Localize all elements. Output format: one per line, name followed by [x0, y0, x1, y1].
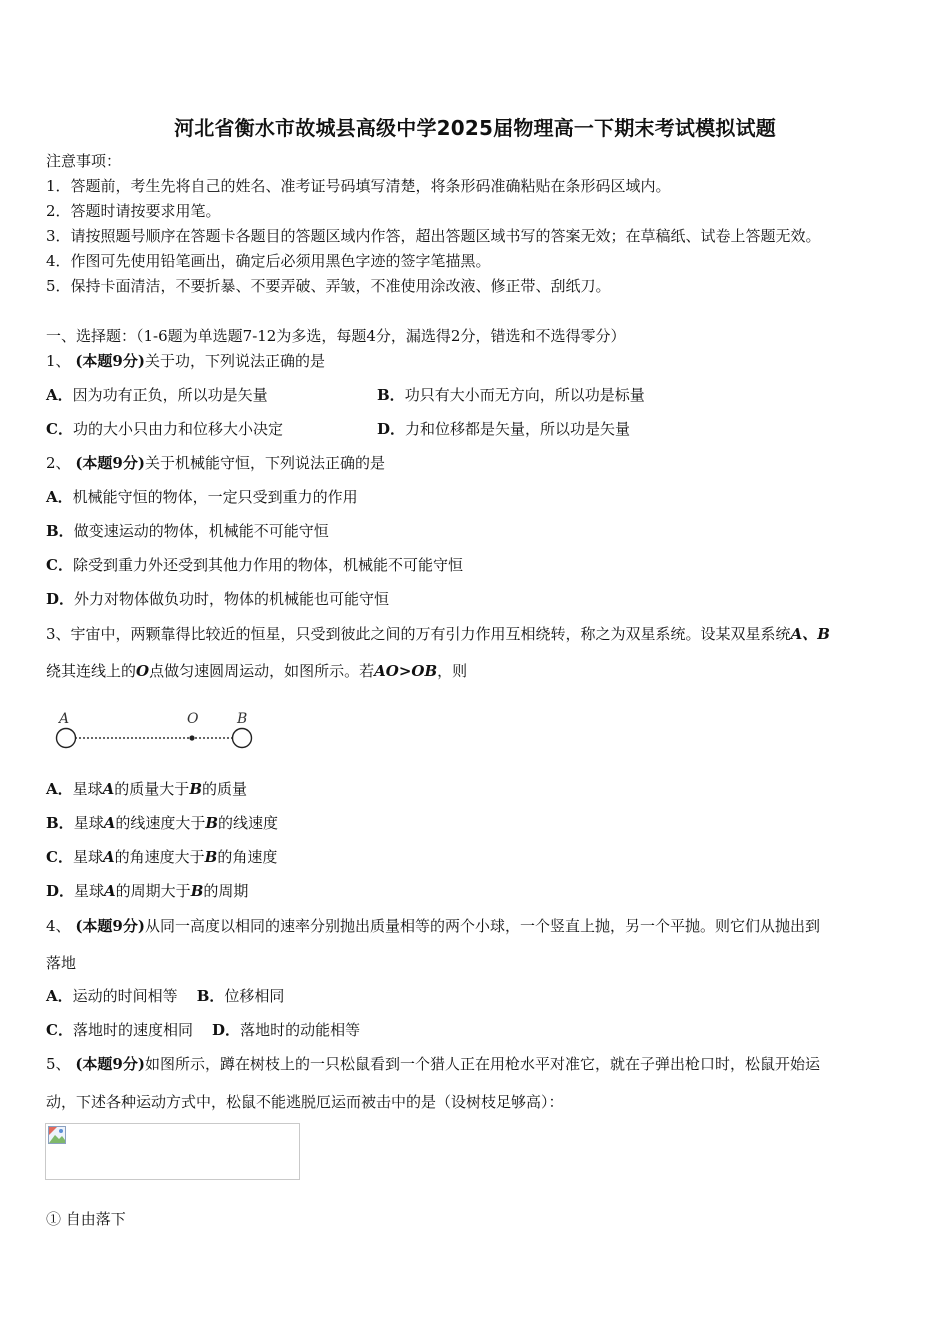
star-symbol: A — [102, 848, 115, 866]
question-text: 关于功，下列说法正确的是 — [144, 352, 325, 370]
option-label: B． — [46, 814, 74, 832]
question-text: 如图所示，蹲在树枝上的一只松鼠看到一个猎人正在用枪水平对准它，就在子弹出枪口时，松鼠开始运 — [144, 1055, 820, 1073]
notice-item-3: 3．请按照题号顺序在答题卡各题目的答题区域内作答，超出答题区域书写的答案无效；在草稿纸、试卷上答题无效。 — [46, 227, 821, 245]
star-symbol: B — [205, 814, 219, 832]
notice-item-2: 2．答题时请按要求用笔。 — [46, 202, 221, 220]
question-tag: (本题9分) — [75, 454, 145, 472]
question-3-stem-line-1 — [46, 624, 830, 644]
option-text: 星球 — [72, 848, 103, 866]
q1-option-a — [46, 385, 268, 405]
q3-option-b — [46, 813, 278, 833]
option-label: B． — [46, 522, 74, 540]
star-a — [57, 729, 76, 748]
option-text: 的角速度大于 — [114, 848, 205, 866]
q3-option-d — [46, 881, 248, 901]
notice-item-4: 4．作图可先使用铅笔画出，确定后必须用黑色字迹的签字笔描黑。 — [46, 252, 491, 270]
question-tag: (本题9分) — [75, 352, 145, 370]
option-text: 的质量 — [202, 780, 248, 798]
star-symbol: A — [104, 882, 116, 900]
question-text: 关于机械能守恒，下列说法正确的是 — [144, 454, 385, 472]
option-label: D． — [46, 882, 75, 900]
condition: AO>OB — [374, 662, 438, 680]
question-number: 2、 — [46, 454, 71, 472]
question-3-stem-line-2 — [46, 661, 467, 681]
option-label: C． — [46, 420, 73, 438]
label-a: A — [59, 711, 70, 727]
option-label: A． — [46, 780, 73, 798]
label-o: O — [187, 711, 199, 727]
binary-star-diagram — [50, 706, 265, 754]
question-number: 5、 — [46, 1055, 71, 1073]
point-o: O — [136, 662, 150, 680]
missing-figure-placeholder — [45, 1123, 300, 1180]
option-text: 落地时的速度相同 — [72, 1021, 193, 1039]
q4-options-cd — [46, 1020, 360, 1040]
option-text: 星球 — [72, 780, 103, 798]
notice-item-1: 1．答题前，考生先将自己的姓名、准考证号码填写清楚，将条形码准确粘贴在条形码区域内。 — [46, 177, 671, 195]
option-label: A． — [46, 488, 73, 506]
option-text: 除受到重力外还受到其他力作用的物体，机械能不可能守恒 — [72, 556, 463, 574]
option-text: 的周期大于 — [115, 882, 191, 900]
question-text: ，则 — [437, 662, 468, 680]
question-number: 1、 — [46, 352, 71, 370]
option-label: C． — [46, 556, 73, 574]
star-symbol: A — [102, 780, 115, 798]
question-5-stem-line-2: 动，下述各种运动方式中，松鼠不能逃脱厄运而被击中的是（设树枝足够高）： — [46, 1093, 564, 1111]
q1-option-d — [377, 419, 630, 439]
option-label: A． — [46, 987, 73, 1005]
question-2-stem — [46, 453, 385, 473]
option-text: 功只有大小而无方向，所以功是标量 — [404, 386, 645, 404]
option-text: 星球 — [73, 814, 104, 832]
question-tag: (本题9分) — [75, 917, 145, 935]
option-text: 力和位移都是矢量，所以功是矢量 — [405, 420, 631, 438]
option-text: 因为功有正负，所以功是矢量 — [72, 386, 268, 404]
question-4-stem-line-1 — [46, 916, 820, 936]
q1-option-b — [377, 385, 645, 405]
section-heading: 一、选择题：（1-6题为单选题7-12为多选，每题4分，漏选得2分，错选和不选得零分） — [46, 327, 626, 345]
star-symbol: A — [103, 814, 116, 832]
option-label: B． — [377, 386, 405, 404]
option-text: 星球 — [74, 882, 105, 900]
question-1-stem — [46, 351, 325, 371]
question-tag: (本题9分) — [75, 1055, 145, 1073]
question-text: 从同一高度以相同的速率分别抛出质量相等的两个小球，一个竖直上抛，另一个平抛。则它们从抛出到 — [144, 917, 820, 935]
option-text: 的线速度大于 — [115, 814, 206, 832]
question-4-stem-line-2: 落地 — [46, 954, 77, 972]
notice-item-5: 5．保持卡面清洁，不要折暴、不要弄破、弄皱，不准使用涂改液、修正带、刮纸刀。 — [46, 277, 611, 295]
question-text: 点做匀速圆周运动，如图所示。若 — [149, 662, 375, 680]
page-title: 河北省衡水市故城县高级中学2025届物理高一下期末考试模拟试题 — [174, 116, 776, 140]
q5-item-1: ① 自由落下 — [46, 1210, 126, 1228]
option-text: 的质量大于 — [114, 780, 190, 798]
question-text: 绕其连线上的 — [46, 662, 137, 680]
option-text: 功的大小只由力和位移大小决定 — [72, 420, 283, 438]
q2-option-a — [46, 487, 358, 507]
star-symbol: B — [189, 780, 202, 798]
option-label: C． — [46, 1021, 73, 1039]
option-label: D． — [377, 420, 406, 438]
option-text: 运动的时间相等 — [72, 987, 178, 1005]
option-text: 的线速度 — [218, 814, 279, 832]
option-text: 位移相同 — [224, 987, 285, 1005]
q3-option-a — [46, 779, 247, 799]
option-label: D． — [46, 590, 75, 608]
broken-image-icon — [48, 1126, 66, 1144]
question-5-stem-line-1 — [46, 1054, 820, 1074]
notice-heading: 注意事项： — [46, 152, 122, 170]
star-labels: A、B — [790, 625, 830, 643]
question-number: 4、 — [46, 917, 71, 935]
q2-option-c — [46, 555, 463, 575]
q3-option-c — [46, 847, 277, 867]
q4-options-ab — [46, 986, 284, 1006]
option-text: 的周期 — [203, 882, 249, 900]
star-symbol: B — [204, 848, 218, 866]
star-symbol: B — [190, 882, 204, 900]
option-label: B． — [196, 987, 225, 1005]
option-label: D． — [212, 1021, 241, 1039]
q2-option-d — [46, 589, 389, 609]
option-text: 外力对物体做负功时，物体的机械能也可能守恒 — [74, 590, 390, 608]
question-text: 3、宇宙中，两颗靠得比较近的恒星，只受到彼此之间的万有引力作用互相绕转，称之为双星系统。设某双星系统 — [46, 625, 791, 643]
q1-option-c — [46, 419, 283, 439]
center-point-o — [189, 735, 194, 740]
option-text: 做变速运动的物体，机械能不可能守恒 — [73, 522, 329, 540]
label-b: B — [237, 711, 248, 727]
star-b — [233, 729, 252, 748]
option-text: 落地时的动能相等 — [240, 1021, 361, 1039]
option-label: A． — [46, 386, 73, 404]
q2-option-b — [46, 521, 329, 541]
option-label: C． — [46, 848, 73, 866]
option-text: 机械能守恒的物体，一定只受到重力的作用 — [72, 488, 358, 506]
option-text: 的角速度 — [217, 848, 278, 866]
